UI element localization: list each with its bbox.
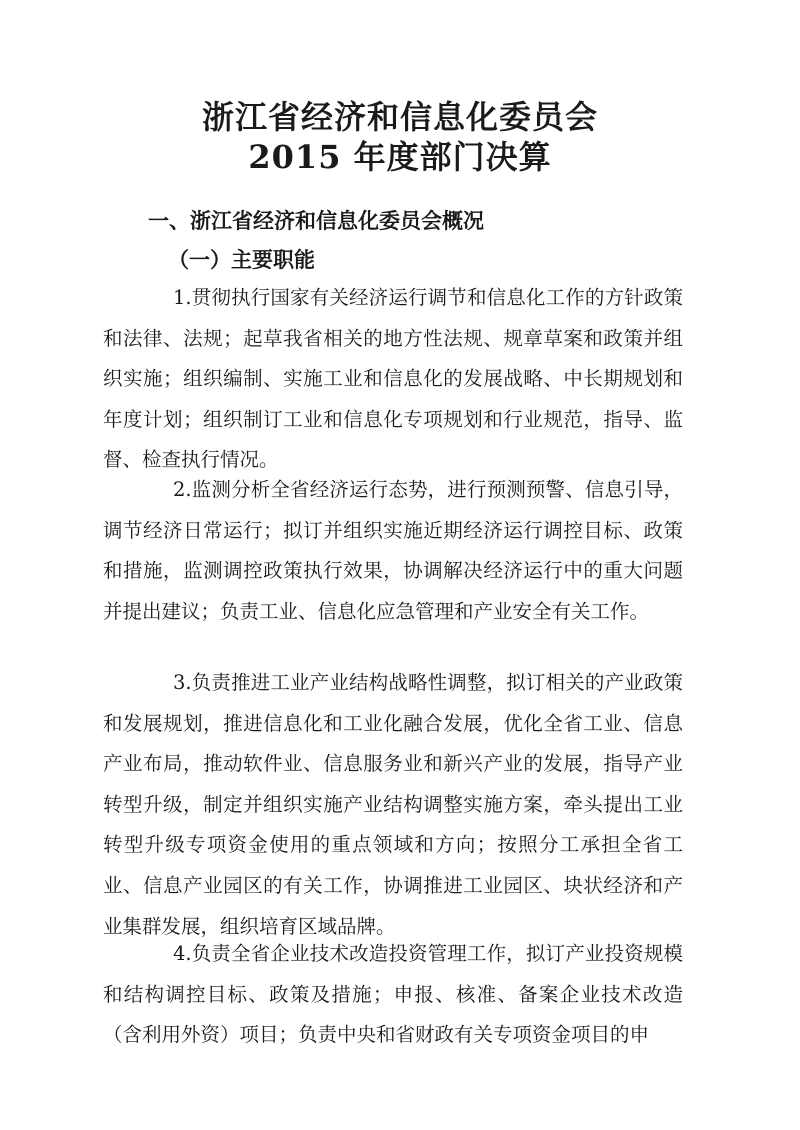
document-subtitle: 2015 年度部门决算	[248, 138, 552, 176]
paragraph-3	[103, 663, 683, 947]
paragraph-4	[103, 934, 683, 1056]
paragraph-2	[103, 470, 683, 632]
section-heading: 一、浙江省经济和信息化委员会概况	[148, 208, 484, 233]
paragraph-1-text: 1.贯彻执行国家有关经济运行调节和信息化工作的方针政策和法律、法规；起草我省相关的地方性法规、规章草案和政策并组织实施；组织编制、实施工业和信息化的发展战略、中长期规划和年度计划；组织制订工业和信息化专项规划和行业规范，指导、监督、检查执行情况。	[103, 286, 683, 472]
paragraph-3-text: 3.负责推进工业产业结构战略性调整，拟订相关的产业政策和发展规划，推进信息化和工业化融合发展，优化全省工业、信息产业布局，推动软件业、信息服务业和新兴产业的发展，指导产业转型升级，制定并组织实施产业结构调整实施方案，牵头提出工业转型升级专项资金使用的重点领域和方向；按照分工承担全省工业、信息产业园区的有关工作，协调推进工业园区、块状经济和产业集群发展，组织培育区域品牌。	[103, 671, 683, 938]
paragraph-4-text: 4.负责全省企业技术改造投资管理工作，拟订产业投资规模和结构调控目标、政策及措施；申报、核准、备案企业技术改造（含利用外资）项目；负责中央和省财政有关专项资金项目的申	[103, 942, 683, 1047]
paragraph-1	[103, 278, 683, 481]
document-title: 浙江省经济和信息化委员会	[201, 98, 598, 136]
subsection-heading: （一）主要职能	[168, 247, 315, 272]
paragraph-2-text: 2.监测分析全省经济运行态势，进行预测预警、信息引导，调节经济日常运行；拟订并组织实施近期经济运行调控目标、政策和措施，监测调控政策执行效果，协调解决经济运行中的重大问题并提出建议；负责工业、信息化应急管理和产业安全有关工作。	[103, 478, 683, 623]
